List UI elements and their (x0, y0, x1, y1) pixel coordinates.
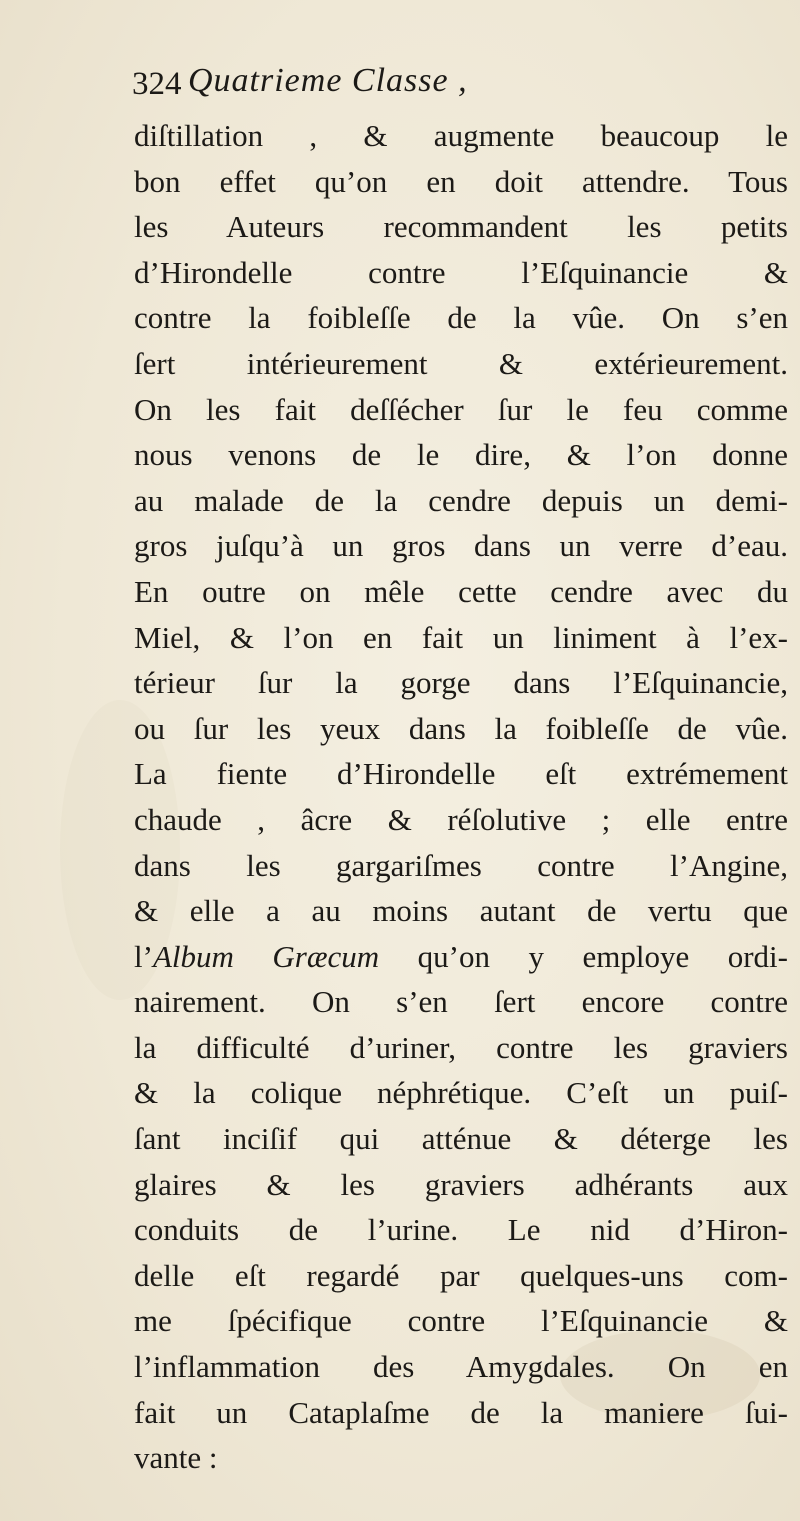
text-line (134, 113, 788, 159)
text-line (134, 1025, 788, 1071)
text-span: chaude , âcre & réſolutive ; elle entre (134, 801, 788, 837)
text-span: dans les gargariſmes contre l’Angine, (134, 847, 788, 883)
text-line (134, 934, 788, 980)
text-line (134, 295, 788, 341)
text-line (134, 1435, 788, 1481)
page-header (132, 62, 692, 106)
text-line (134, 159, 788, 205)
text-line (134, 1344, 788, 1390)
text-span: delle eſt regardé par quelques-uns com- (134, 1257, 788, 1293)
text-line (134, 1253, 788, 1299)
text-line (134, 569, 788, 615)
text-line (134, 1070, 788, 1116)
text-span: contre la foibleſſe de la vûe. On s’en (134, 300, 788, 336)
text-line (134, 660, 788, 706)
text-span: La fiente d’Hirondelle eſt extrémement (134, 756, 788, 792)
italic-text-span: Album Græcum (152, 938, 380, 974)
text-line (134, 1298, 788, 1344)
text-line (134, 341, 788, 387)
text-line (134, 478, 788, 524)
text-span: me ſpécifique contre l’Eſquinancie & (134, 1303, 788, 1339)
text-span: & elle a au moins autant de vertu que (134, 893, 788, 929)
text-span: fait un Cataplaſme de la maniere ſui- (134, 1394, 788, 1430)
text-line (134, 979, 788, 1025)
text-line (134, 888, 788, 934)
text-line (134, 751, 788, 797)
text-span: glaires & les graviers adhérants aux (134, 1166, 788, 1202)
text-span: ſant inciſif qui atténue & déterge les (134, 1121, 788, 1157)
text-line (134, 250, 788, 296)
text-span: En outre on mêle cette cendre avec du (134, 573, 788, 609)
text-span: Miel, & l’on en fait un liniment à l’ex- (134, 619, 788, 655)
text-span: diſtillation , & augmente beaucoup le (134, 118, 788, 153)
text-span: & la colique néphrétique. C’eſt un puiſ- (134, 1075, 788, 1111)
text-span: l’inflammation des Amygdales. On en (134, 1349, 788, 1385)
text-line (134, 1162, 788, 1208)
text-span: bon effet qu’on en doit attendre. Tous (134, 163, 788, 199)
text-line (134, 615, 788, 661)
text-span: d’Hirondelle contre l’Eſquinancie & (134, 254, 788, 290)
text-line (134, 1390, 788, 1436)
text-span: vante : (134, 1440, 218, 1476)
text-line (134, 1116, 788, 1162)
text-span: On les fait deſſécher ſur le feu comme (134, 391, 788, 427)
text-span: ſert intérieurement & extérieurement. (134, 345, 788, 381)
text-span: les Auteurs recommandent les petits (134, 209, 788, 245)
running-head: Quatrieme Classe , (188, 62, 468, 99)
text-line (134, 432, 788, 478)
body-text (134, 113, 788, 1481)
text-line (134, 204, 788, 250)
text-span: ou ſur les yeux dans la foibleſſe de vûe. (134, 710, 788, 746)
text-span: conduits de l’urine. Le nid d’Hiron- (134, 1212, 788, 1248)
text-span: la difficulté d’uriner, contre les graviers (134, 1029, 788, 1065)
text-line (134, 706, 788, 752)
text-span: nous venons de le dire, & l’on donne (134, 437, 788, 473)
text-line (134, 523, 788, 569)
text-line (134, 797, 788, 843)
text-span: gros juſqu’à un gros dans un verre d’eau. (134, 528, 788, 564)
text-span: térieur ſur la gorge dans l’Eſquinancie, (134, 665, 788, 701)
text-span: qu’on y employe ordi- (379, 938, 788, 974)
page-number: 324 (132, 66, 182, 102)
text-span: au malade de la cendre depuis un demi- (134, 482, 788, 518)
text-span: nairement. On s’en ſert encore contre (134, 984, 788, 1020)
text-line (134, 387, 788, 433)
text-line (134, 1207, 788, 1253)
text-span: l’ (134, 938, 153, 974)
text-line (134, 843, 788, 889)
